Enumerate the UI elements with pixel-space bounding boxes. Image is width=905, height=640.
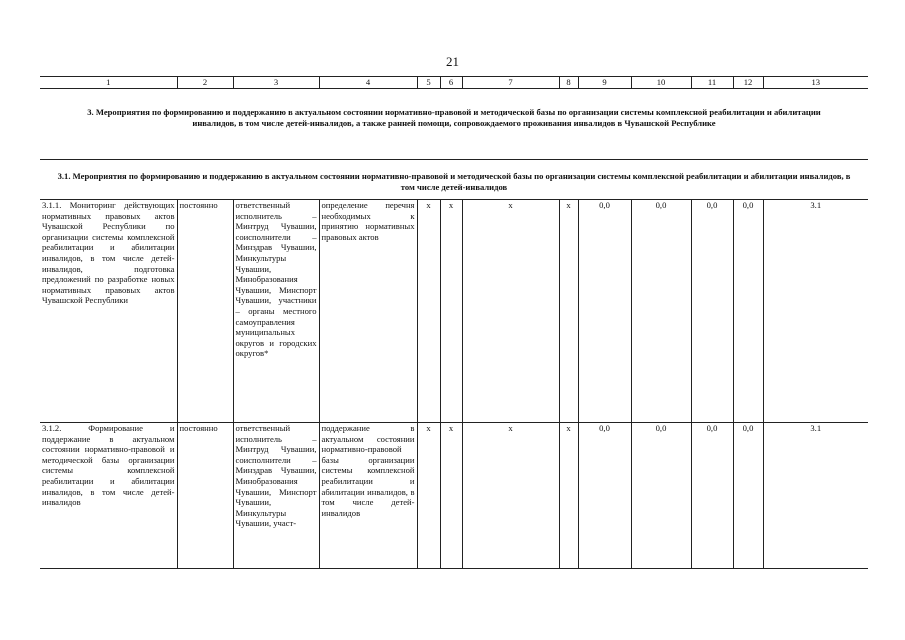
cell-c7: x (462, 423, 559, 569)
cell-c9: 0,0 (578, 200, 631, 423)
measure-period: постоянно (177, 423, 233, 569)
cell-c11: 0,0 (691, 423, 733, 569)
cell-c7: x (462, 200, 559, 423)
table-row (40, 423, 868, 569)
cell-c10: 0,0 (631, 423, 691, 569)
col-num-4: 4 (319, 77, 417, 89)
col-num-12: 12 (733, 77, 763, 89)
header-row (40, 77, 868, 89)
col-num-5: 5 (417, 77, 440, 89)
col-num-2: 2 (177, 77, 233, 89)
col-num-10: 10 (631, 77, 691, 89)
cell-c8: x (559, 423, 578, 569)
section-title: 3. Мероприятия по формированию и поддержанию в актуальном состоянии нормативно-правовой и методической базы по организации системы комплексной реабилитации и абилитации инвалидов, в том числе детей-инвалидов, а также ранней помощи, сопровождаемого проживания инвалидов в Чувашской Республике (87, 107, 821, 128)
col-num-8: 8 (559, 77, 578, 89)
column-number-header (40, 76, 868, 89)
cell-c5: x (417, 200, 440, 423)
measure-executors: ответственный исполнитель – Минтруд Чувашии, соисполнители – Минздрав Чувашии, Минобразования Чувашии, Минспорт Чувашии, Минкультуры Чувашии, участ- (233, 423, 319, 569)
col-num-6: 6 (440, 77, 462, 89)
col-num-3: 3 (233, 77, 319, 89)
cell-c11: 0,0 (691, 200, 733, 423)
cell-c6: x (440, 423, 462, 569)
cell-c10: 0,0 (631, 200, 691, 423)
measure-name: 3.1.2. Формирование и поддержание в актуальном состоянии нормативно-правовой и методической базы организации системы комплексной реабилитации и абилитации инвалидов, в том числе детей-инвалидов (40, 423, 177, 569)
measure-period: постоянно (177, 200, 233, 423)
measure-executors: ответственный исполнитель – Минтруд Чувашии, соисполнители – Минздрав Чувашии, Минкультуры Чувашии, Минобразования Чувашии, Минспорт Чувашии, участники – органы местного самоуправления муниципальных округов и городских округов* (233, 200, 319, 423)
cell-c9: 0,0 (578, 423, 631, 569)
col-num-13: 13 (763, 77, 868, 89)
cell-c6: x (440, 200, 462, 423)
cell-c13: 3.1 (763, 423, 868, 569)
col-num-9: 9 (578, 77, 631, 89)
cell-c13: 3.1 (763, 200, 868, 423)
measure-name: 3.1.1. Мониторинг действующих нормативных правовых актов Чувашской Республики по организации системы комплексной реабилитации и абилитации инвалидов, в том числе детей-инвалидов, подготовка предложений по разработке новых нормативных правовых актов Чувашской Республики (40, 200, 177, 423)
cell-c8: x (559, 200, 578, 423)
col-num-7: 7 (462, 77, 559, 89)
table-row (40, 200, 868, 423)
col-num-1: 1 (40, 77, 177, 89)
cell-c12: 0,0 (733, 200, 763, 423)
cell-c12: 0,0 (733, 423, 763, 569)
page-number: 21 (446, 54, 459, 69)
measures-table (40, 200, 868, 569)
document-table-area (40, 76, 868, 569)
cell-c5: x (417, 423, 440, 569)
measure-result: поддержание в актуальном состоянии нормативно-правовой базы организации системы комплексной реабилитации и абилитации инвалидов, в том числе детей-инвалидов (319, 423, 417, 569)
subsection-title: 3.1. Мероприятия по формированию и поддержанию в актуальном состоянии нормативно-правовой и методической базы по организации системы комплексной реабилитации и абилитации инвалидов, в том числе детей-инвалидов (57, 171, 851, 192)
measure-result: определение перечня необходимых к принятию нормативных правовых актов (319, 200, 417, 423)
col-num-11: 11 (691, 77, 733, 89)
